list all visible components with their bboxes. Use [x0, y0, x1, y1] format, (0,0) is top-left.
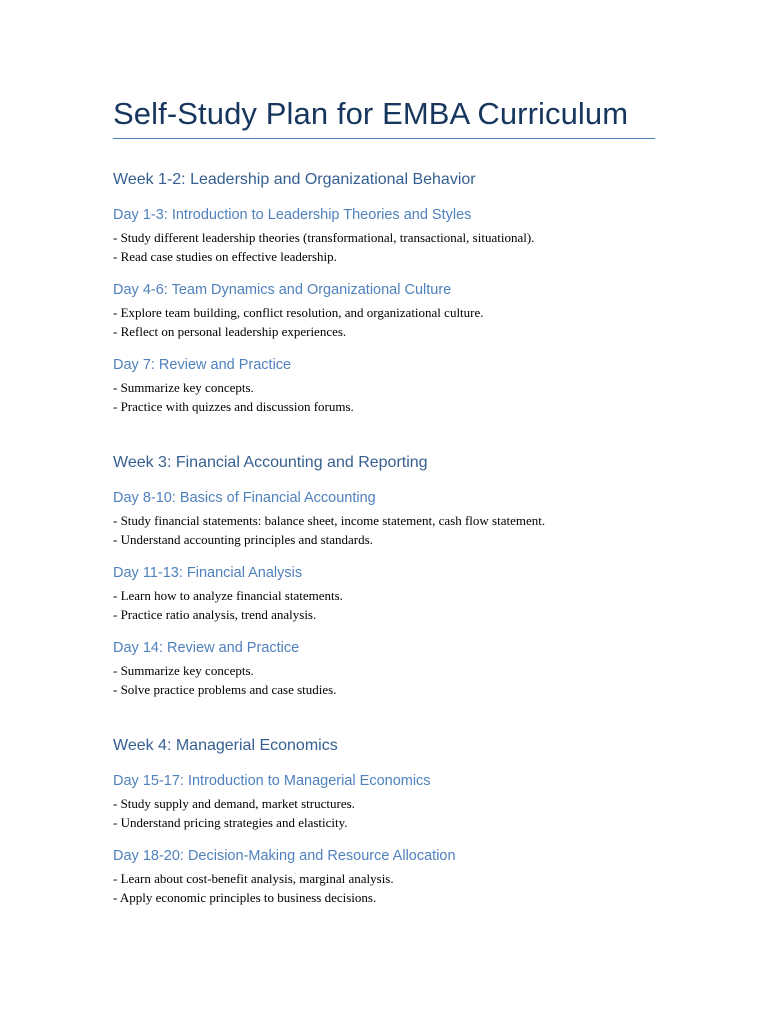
week-heading: Week 4: Managerial Economics: [113, 737, 338, 754]
day-section: [113, 638, 655, 699]
task-line: - Solve practice problems and case studies.: [113, 682, 337, 697]
title-underline: [113, 138, 655, 139]
day-heading: Day 11-13: Financial Analysis: [113, 565, 303, 581]
week-heading: Week 1-2: Leadership and Organizational Behavior: [113, 171, 476, 188]
task-line: - Study different leadership theories (transformational, transactional, situational).: [113, 230, 535, 245]
document-title: Self-Study Plan for EMBA Curriculum: [113, 96, 629, 131]
task-line: - Learn about cost-benefit analysis, marginal analysis.: [113, 871, 394, 886]
day-heading: Day 15-17: Introduction to Managerial Economics: [113, 773, 431, 789]
task-line: - Understand accounting principles and standards.: [113, 532, 373, 547]
week-section: [113, 452, 655, 699]
day-section: [113, 355, 655, 416]
week-section: [113, 735, 655, 907]
day-section: [113, 771, 655, 832]
task-line: - Read case studies on effective leadership.: [113, 249, 337, 264]
task-line: - Summarize key concepts.: [113, 663, 254, 678]
day-heading: Day 7: Review and Practice: [113, 357, 292, 373]
task-line: - Reflect on personal leadership experiences.: [113, 324, 347, 339]
task-line: - Explore team building, conflict resolution, and organizational culture.: [113, 305, 484, 320]
day-section: [113, 563, 655, 624]
day-heading: Day 4-6: Team Dynamics and Organizational Culture: [113, 282, 452, 298]
day-heading: Day 18-20: Decision-Making and Resource Allocation: [113, 848, 456, 864]
task-line: - Study financial statements: balance sheet, income statement, cash flow statement.: [113, 513, 546, 528]
task-line: - Understand pricing strategies and elasticity.: [113, 815, 348, 830]
task-line: - Apply economic principles to business decisions.: [113, 890, 377, 905]
task-line: - Learn how to analyze financial statements.: [113, 588, 343, 603]
day-heading: Day 1-3: Introduction to Leadership Theories and Styles: [113, 207, 472, 223]
week-heading: Week 3: Financial Accounting and Reporting: [113, 454, 428, 471]
task-line: - Practice with quizzes and discussion forums.: [113, 399, 354, 414]
day-section: [113, 846, 655, 907]
day-section: [113, 488, 655, 549]
day-heading: Day 8-10: Basics of Financial Accounting: [113, 490, 376, 506]
task-line: - Summarize key concepts.: [113, 380, 254, 395]
day-heading: Day 14: Review and Practice: [113, 640, 300, 656]
day-section: [113, 205, 655, 266]
day-section: [113, 280, 655, 341]
task-line: - Practice ratio analysis, trend analysis.: [113, 607, 317, 622]
task-line: - Study supply and demand, market structures.: [113, 796, 355, 811]
week-section: [113, 169, 655, 416]
